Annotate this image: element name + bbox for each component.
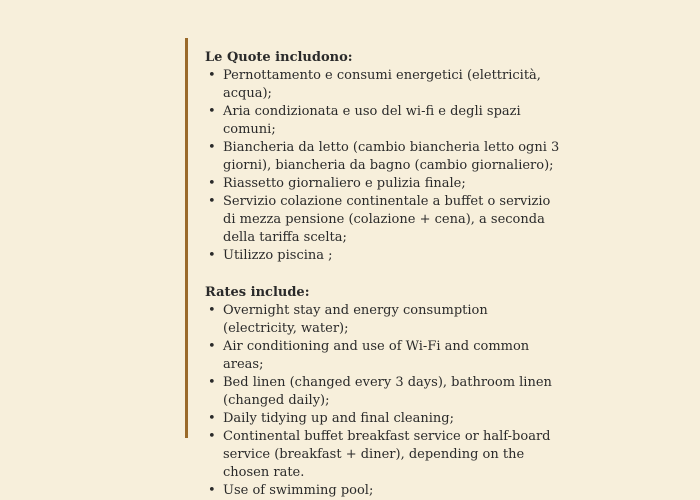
- rates-content: [205, 49, 565, 500]
- section-spacer: [205, 265, 565, 284]
- italian-inclusions-list: [205, 67, 565, 265]
- english-inclusions-list: [205, 302, 565, 500]
- vertical-accent-rule: [185, 38, 188, 438]
- english-section: [205, 284, 565, 500]
- list-item: • Air conditioning and use of Wi-Fi and common areas;: [205, 338, 565, 374]
- list-item: • Servizio colazione continentale a buffet o servizio di mezza pensione (colazione + cena), a seconda della tariffa scelta;: [205, 193, 565, 247]
- english-section-title: Rates include:: [205, 285, 310, 300]
- list-item: • Overnight stay and energy consumption (electricity, water);: [205, 302, 565, 338]
- list-item: • Aria condizionata e uso del wi-fi e degli spazi comuni;: [205, 103, 565, 139]
- list-item: • Continental buffet breakfast service or half-board service (breakfast + diner), depending on the chosen rate.: [205, 428, 565, 482]
- list-item: • Daily tidying up and final cleaning;: [205, 410, 565, 428]
- list-item: • Use of swimming pool;: [205, 482, 565, 500]
- italian-section-title: Le Quote includono:: [205, 50, 353, 65]
- list-item: • Utilizzo piscina ;: [205, 247, 565, 265]
- list-item: • Riassetto giornaliero e pulizia finale;: [205, 175, 565, 193]
- italian-section: [205, 49, 565, 265]
- list-item: • Biancheria da letto (cambio biancheria letto ogni 3 giorni), biancheria da bagno (cambio giornaliero);: [205, 139, 565, 175]
- list-item: • Pernottamento e consumi energetici (elettricità, acqua);: [205, 67, 565, 103]
- list-item: • Bed linen (changed every 3 days), bathroom linen (changed daily);: [205, 374, 565, 410]
